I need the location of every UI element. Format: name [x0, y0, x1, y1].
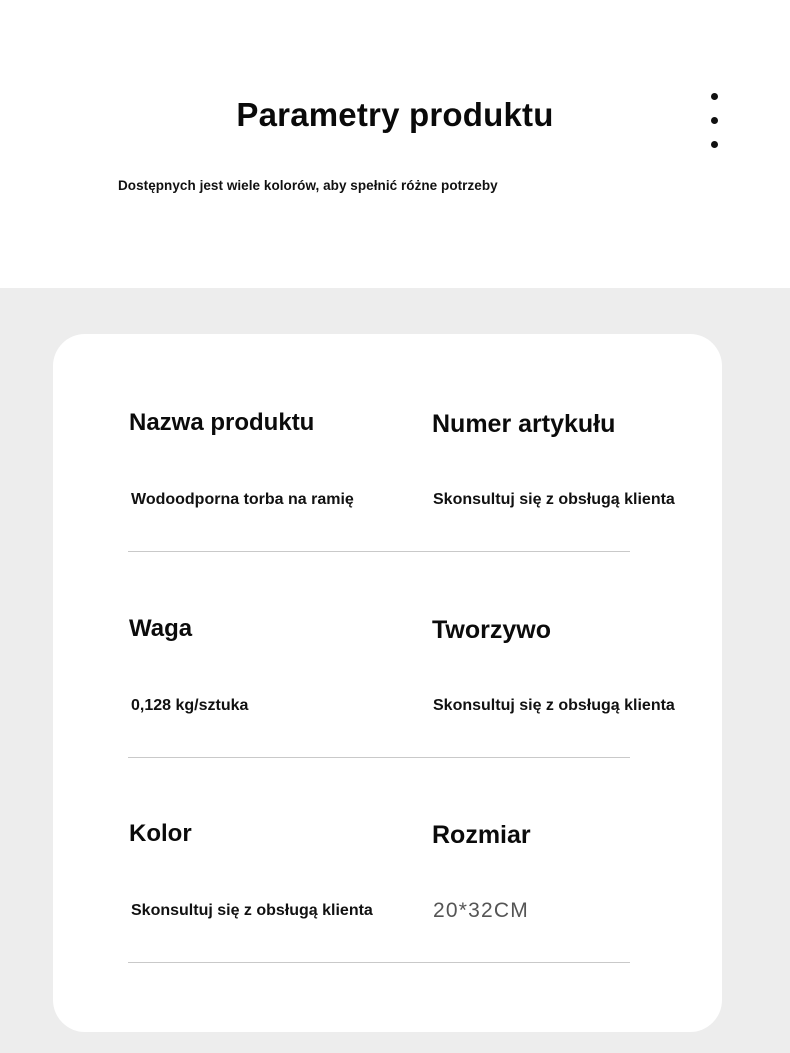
row-divider [128, 757, 630, 758]
spec-label: Tworzywo [432, 616, 551, 644]
kebab-dot-top [711, 93, 718, 100]
spec-value: Skonsultuj się z obsługą klienta [433, 697, 675, 714]
page-subtitle: Dostępnych jest wiele kolorów, aby spełnić różne potrzeby [118, 178, 498, 193]
spec-value: 0,128 kg/sztuka [131, 697, 249, 714]
spec-value: Skonsultuj się z obsługą klienta [131, 902, 373, 919]
spec-label: Waga [129, 615, 193, 642]
kebab-dot-bottom [711, 141, 718, 148]
spec-value: Skonsultuj się z obsługą klienta [433, 491, 675, 508]
spec-label: Nazwa produktu [129, 409, 315, 436]
spec-label: Rozmiar [432, 821, 531, 849]
header-band [0, 0, 790, 288]
row-divider [128, 962, 630, 963]
spec-label: Kolor [129, 820, 192, 847]
spec-value: 20*32CM [433, 899, 529, 922]
spec-value: Wodoodporna torba na ramię [131, 491, 354, 508]
kebab-menu-icon[interactable] [705, 93, 723, 148]
product-spec-card [53, 334, 722, 1032]
kebab-dot-middle [711, 117, 718, 124]
page-title: Parametry produktu [236, 96, 554, 133]
row-divider [128, 551, 630, 552]
spec-label: Numer artykułu [432, 410, 616, 438]
